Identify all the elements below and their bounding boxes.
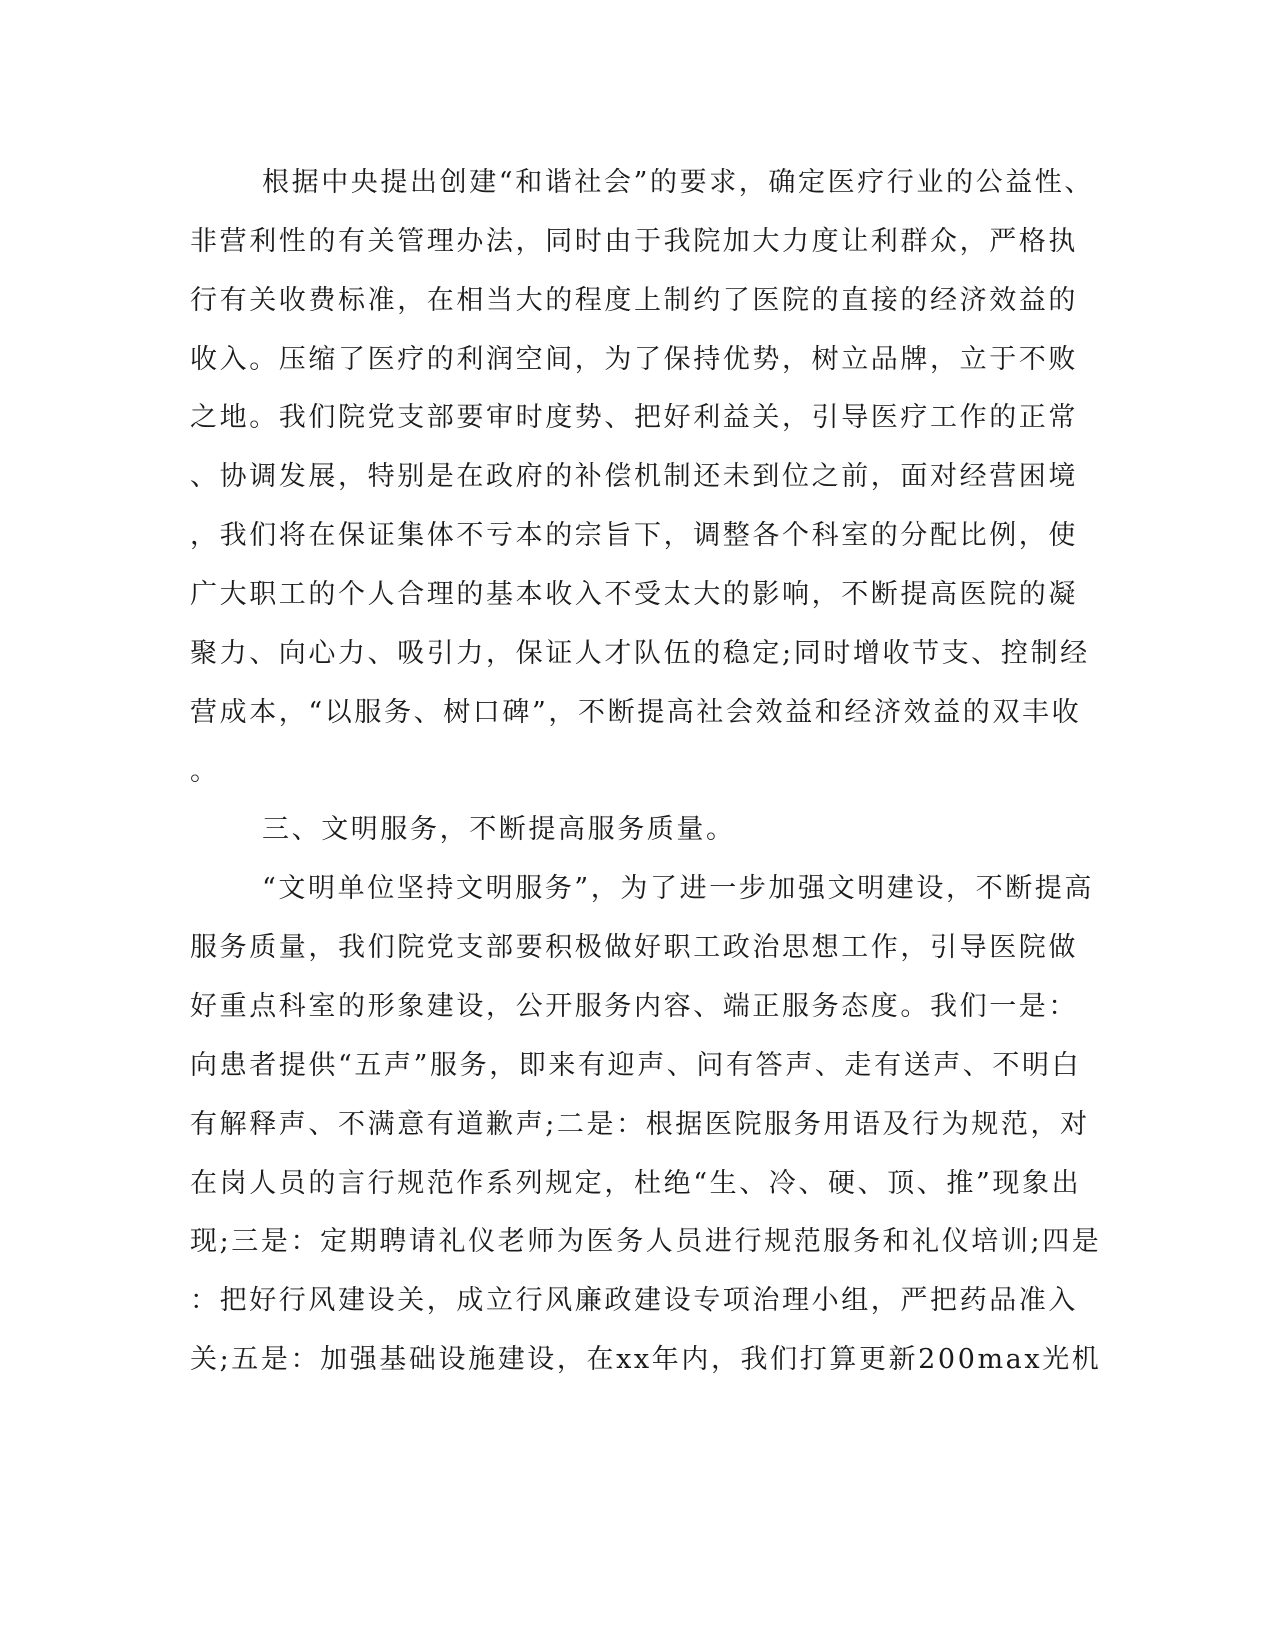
paragraph-line: 关;五是：加强基础设施建设，在xx年内，我们打算更新200max光机: [190, 1344, 1102, 1375]
paragraph-line: ，我们将在保证集体不亏本的宗旨下，调整各个科室的分配比例，使: [190, 520, 1078, 551]
paragraph-line: 有解释声、不满意有道歉声;二是：根据医院服务用语及行为规范，对: [190, 1109, 1090, 1140]
paragraph-line: 之地。我们院党支部要审时度势、把好利益关，引导医疗工作的正常: [190, 402, 1078, 433]
paragraph-line: “文明单位坚持文明服务”，为了进一步加强文明建设，不断提高: [262, 873, 1095, 904]
paragraph-line: 在岗人员的言行规范作系列规定，杜绝“生、冷、硬、顶、推”现象出: [190, 1168, 1082, 1199]
paragraph-line: 服务质量，我们院党支部要积极做好职工政治思想工作，引导医院做: [190, 932, 1078, 963]
paragraph-line: ：把好行风建设关，成立行风廉政建设专项治理小组，严把药品准入: [190, 1285, 1078, 1316]
paragraph-line: 营成本，“以服务、树口碑”，不断提高社会效益和经济效益的双丰收: [190, 697, 1082, 728]
paragraph-line: 收入。压缩了医疗的利润空间，为了保持优势，树立品牌，立于不败: [190, 344, 1078, 375]
paragraph-line: 聚力、向心力、吸引力，保证人才队伍的稳定;同时增收节支、控制经: [190, 638, 1090, 669]
paragraph-line: 非营利性的有关管理办法，同时由于我院加大力度让利群众，严格执: [190, 226, 1078, 257]
section-heading: 三、文明服务，不断提高服务质量。: [262, 814, 736, 845]
paragraph-line: 、协调发展，特别是在政府的补偿机制还未到位之前，面对经营困境: [190, 461, 1078, 492]
paragraph-line: 。: [190, 756, 220, 787]
paragraph-line: 根据中央提出创建“和谐社会”的要求，确定医疗行业的公益性、: [262, 167, 1095, 198]
paragraph-line: 好重点科室的形象建设，公开服务内容、端正服务态度。我们一是：: [190, 991, 1078, 1022]
paragraph-line: 向患者提供“五声”服务，即来有迎声、问有答声、走有送声、不明白: [190, 1050, 1082, 1081]
paragraph-line: 广大职工的个人合理的基本收入不受太大的影响，不断提高医院的凝: [190, 579, 1078, 610]
paragraph-line: 现;三是：定期聘请礼仪老师为医务人员进行规范服务和礼仪培训;四是: [190, 1226, 1102, 1257]
paragraph-line: 行有关收费标准，在相当大的程度上制约了医院的直接的经济效益的: [190, 285, 1078, 316]
